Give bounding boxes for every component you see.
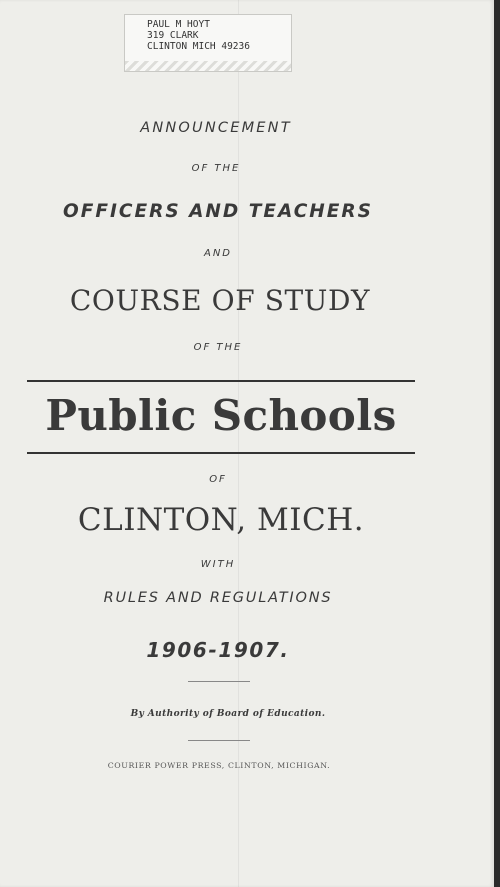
heading-course-of-study: COURSE OF STUDY [69, 284, 371, 317]
label-line-street: 319 CLARK [147, 30, 199, 41]
connector-and: AND [203, 248, 233, 259]
printer-imprint: COURIER POWER PRESS, CLINTON, MICHIGAN. [107, 761, 331, 770]
mailing-address-label [124, 14, 292, 72]
authority-line: By Authority of Board of Education. [130, 709, 326, 719]
heading-officers-teachers: OFFICERS AND TEACHERS [63, 201, 373, 222]
connector-with: WITH [200, 559, 236, 570]
label-line-city: CLINTON MICH 49236 [147, 41, 250, 52]
heading-place: CLINTON, MICH. [77, 502, 365, 538]
short-rule-1 [188, 681, 250, 682]
connector-of-the-2: OF THE [193, 342, 243, 353]
short-rule-2 [188, 740, 250, 741]
label-torn-edge [125, 61, 291, 71]
connector-of: OF [209, 474, 227, 485]
school-year: 1906-1907. [146, 638, 290, 662]
rule-above-title [27, 380, 415, 382]
heading-announcement: ANNOUNCEMENT [140, 120, 292, 136]
connector-of-the-1: OF THE [191, 163, 241, 174]
rule-below-title [27, 452, 415, 454]
main-title-public-schools: Public Schools [45, 391, 397, 440]
heading-rules-regulations: RULES AND REGULATIONS [103, 590, 333, 606]
label-line-name: PAUL M HOYT [147, 19, 210, 30]
